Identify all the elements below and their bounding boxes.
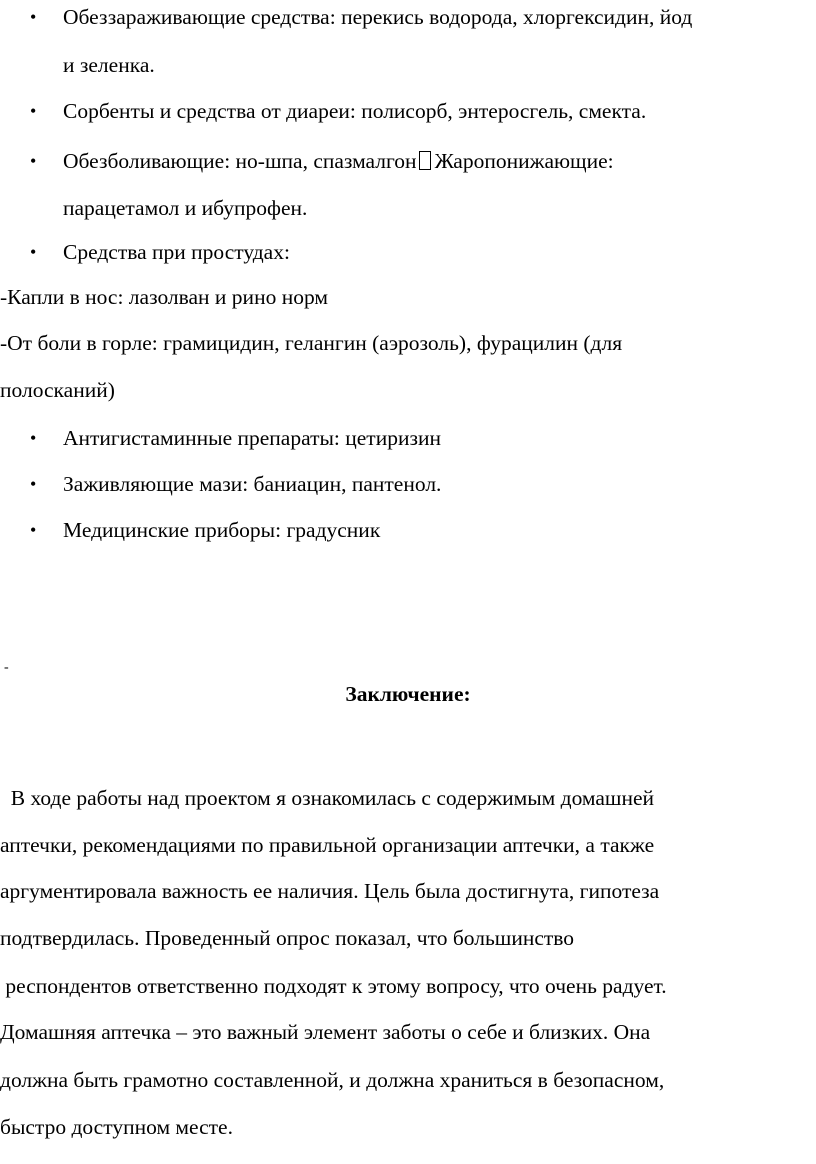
- bullet-marker: •: [30, 474, 37, 494]
- paragraph-line: быстро доступном месте.: [0, 1115, 233, 1139]
- conclusion-heading: Заключение:: [345, 682, 471, 706]
- list-item-text: парацетамол и ибупрофен.: [63, 196, 308, 220]
- bullet-marker: •: [30, 7, 37, 27]
- list-item-text: и зеленка.: [63, 53, 155, 77]
- list-item-text: Заживляющие мази: баниацин, пантенол.: [63, 472, 442, 496]
- list-item-text: [63, 147, 614, 175]
- paragraph-line: аптечки, рекомендациями по правильной организации аптечки, а также: [0, 833, 655, 857]
- list-item-text: Сорбенты и средства от диареи: полисорб, энтеросгель, смекта.: [63, 99, 647, 123]
- list-item-text: Средства при простудах:: [63, 240, 290, 264]
- bullet-marker: •: [30, 101, 37, 121]
- sub-line: -Капли в нос: лазолван и рино норм: [0, 285, 328, 309]
- bullet-marker: •: [30, 151, 37, 171]
- paragraph-line: аргументировала важность ее наличия. Цель была достигнута, гипотеза: [0, 879, 660, 903]
- sub-line: -От боли в горле: грамицидин, гелангин (аэрозоль), фурацилин (для: [0, 331, 623, 355]
- bullet-marker: •: [30, 520, 37, 540]
- sub-line: полосканий): [0, 378, 115, 402]
- bullet-marker: •: [30, 428, 37, 448]
- list-item-text: Обеззараживающие средства: перекись водорода, хлоргексидин, йод: [63, 5, 693, 29]
- list-item-text: Медицинские приборы: градусник: [63, 518, 381, 542]
- paragraph-line: респондентов ответственно подходят к этому вопросу, что очень радует.: [0, 974, 667, 998]
- list-item-text-part: Жаропонижающие:: [434, 149, 614, 173]
- list-item-text: Антигистаминные препараты: цетиризин: [63, 426, 441, 450]
- paragraph-line: подтвердилась. Проведенный опрос показал, что большинство: [0, 926, 575, 950]
- paragraph-line: должна быть грамотно составленной, и должна храниться в безопасном,: [0, 1068, 665, 1092]
- missing-glyph-icon: [419, 151, 431, 170]
- bullet-marker: •: [30, 242, 37, 262]
- stray-dash: -: [4, 660, 9, 675]
- paragraph-line: В ходе работы над проектом я ознакомилась с содержимым домашней: [0, 786, 655, 810]
- paragraph-line: Домашняя аптечка – это важный элемент заботы о себе и близких. Она: [0, 1020, 651, 1044]
- list-item-text-part: Обезболивающие: но-шпа, спазмалгон: [63, 149, 417, 173]
